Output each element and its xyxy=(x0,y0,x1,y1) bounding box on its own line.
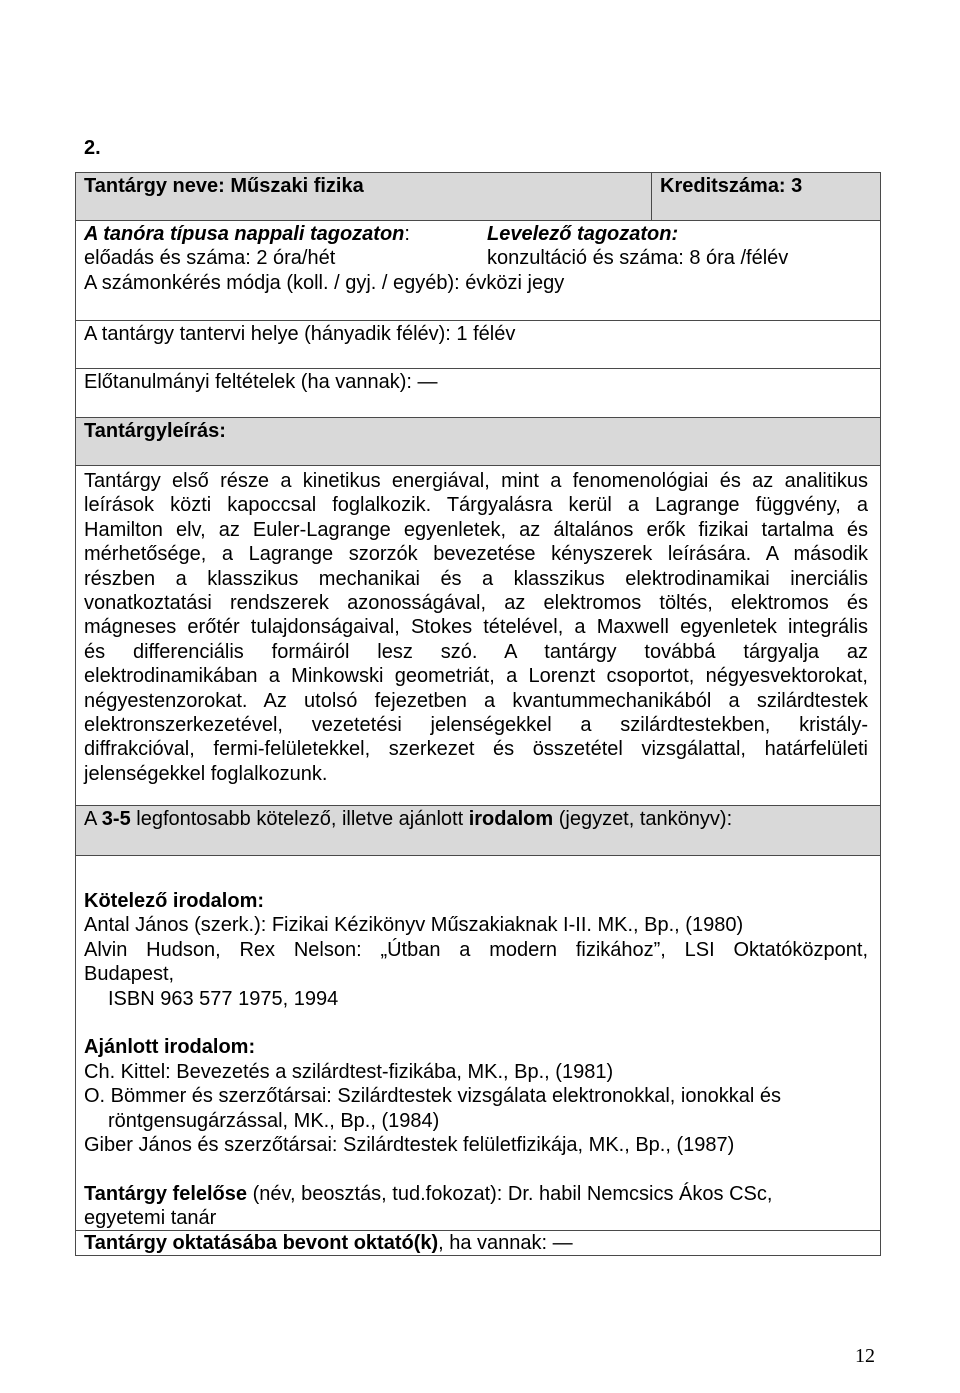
literature-row xyxy=(76,855,880,1230)
required-literature-heading: Kötelező irodalom: xyxy=(84,890,265,912)
instructors-label: Tantárgy oktatásába bevont oktató(k) xyxy=(84,1232,439,1254)
instructors-text: , ha vannak: — xyxy=(438,1232,573,1254)
literature-heading xyxy=(84,807,868,831)
required-literature-item: Antal János (szerk.): Fizikai Kézikönyv Műszakiaknak I-II. MK., Bp., (1980) xyxy=(84,914,744,937)
required-literature-item: Alvin Hudson, Rex Nelson: „Útban a modern fizikához”, LSI Oktatóközpont, xyxy=(84,938,868,961)
responsible-label: Tantárgy felelőse xyxy=(84,1182,248,1205)
literature-heading-keyword: irodalom xyxy=(468,808,554,830)
spacer xyxy=(84,1011,868,1035)
description-line: jelenségekkel foglalkozunk. xyxy=(84,762,328,785)
instructors-row xyxy=(76,1230,880,1255)
spacer xyxy=(84,1157,868,1181)
required-literature-item: ISBN 963 577 1975, 1994 xyxy=(108,987,339,1010)
literature-heading-count: 3-5 xyxy=(101,808,131,830)
description-heading-row xyxy=(76,417,880,465)
description-line: mérhetősége, a Lagrange szorzók bevezetése kényszerek leírására. A második xyxy=(84,543,868,566)
responsible-title: egyetemi tanár xyxy=(84,1207,217,1230)
description-line: Tantárgy első része a kinetikus energiával, mint a fenomenológiai és az analitikus xyxy=(84,470,868,492)
correspondence-value: konzultáció és száma: 8 óra /félév xyxy=(487,247,789,270)
description-line: vonatkoztatási rendszerek azonosságával, az elektromos töltés, elektromos és xyxy=(84,591,868,614)
required-literature-item: Budapest, xyxy=(84,963,175,986)
recommended-literature-item: röntgensugárzással, MK., Bp., (1984) xyxy=(108,1109,440,1132)
page-number: 12 xyxy=(855,1345,875,1367)
recommended-literature-item: Ch. Kittel: Bevezetés a szilárdtest-fizikába, MK., Bp., (1981) xyxy=(84,1060,614,1083)
class-type-row xyxy=(76,220,880,320)
description-line: elektrodinamikában a Minkowski geometriát, a Lorenzt csoportot, négyesvektorokat, xyxy=(84,665,868,688)
description-line: leírások közti kapoccsal foglalkozik. Tárgyalásra kerül a Lagrange függvény, a xyxy=(84,494,868,517)
prerequisites: Előtanulmányi feltételek (ha vannak): — xyxy=(84,371,438,393)
literature-heading-row xyxy=(76,805,880,855)
literature-heading-part: legfontosabb kötelező, illetve ajánlott xyxy=(130,808,469,830)
daytime-label: A tanóra típusa nappali tagozaton xyxy=(84,223,405,245)
class-type-heading-line xyxy=(84,222,868,246)
description-line: és differenciális formáiról lesz szó. A tantárgy továbbá tárgyalja az xyxy=(84,640,868,663)
daytime-colon: : xyxy=(404,223,410,245)
correspondence-label: Levelező tagozaton: xyxy=(487,223,679,245)
recommended-literature-item: Giber János és szerzőtársai: Szilárdtestek felületfizikája, MK., Bp., (1987) xyxy=(84,1133,735,1156)
literature-heading-part: (jegyzet, tankönyv): xyxy=(553,808,733,830)
literature-heading-part: A xyxy=(84,808,102,830)
description-heading: Tantárgyleírás: xyxy=(84,420,226,442)
description-line: Hamilton elv, az Euler-Lagrange egyenletek, az általános erők fizikai tartalma és xyxy=(84,518,868,541)
description-line: diffrakcióval, fermi-felületekkel, szerkezet és összetétel vizsgálattal, határfelületi xyxy=(84,738,868,761)
description-line: elektronszerkezetével, vezetetési jelenségekkel a szilárdtestekben, kristály- xyxy=(84,713,868,736)
daytime-value: előadás és száma: 2 óra/hét xyxy=(84,247,336,270)
prerequisites-row xyxy=(76,368,880,417)
curriculum-position: A tantárgy tantervi helye (hányadik félév): 1 félév xyxy=(84,323,516,345)
assessment-method: A számonkérés módja (koll. / gyj. / egyéb): évközi jegy xyxy=(84,271,565,294)
description-line: részben a klasszikus mechanikai és a klasszikus elektrodinamikai inerciális xyxy=(84,567,868,590)
credits: Kreditszáma: 3 xyxy=(660,175,803,197)
subject-name: Tantárgy neve: Műszaki fizika xyxy=(76,173,652,220)
recommended-literature-heading: Ajánlott irodalom: xyxy=(84,1036,256,1059)
responsible-person xyxy=(84,1182,868,1206)
curriculum-position-row xyxy=(76,320,880,368)
recommended-literature-item: O. Bömmer és szerzőtársai: Szilárdtestek vizsgálata elektronokkal, ionokkal és xyxy=(84,1085,781,1108)
description-row xyxy=(76,465,880,805)
description-line: négyestenzorokat. Az utolsó fejezetben a kvantummechanikából a szilárdtestek xyxy=(84,689,868,712)
class-type-value-line xyxy=(84,246,868,270)
responsible-text: (név, beosztás, tud.fokozat): Dr. habil Nemcsics Ákos CSc, xyxy=(247,1182,773,1205)
section-number: 2. xyxy=(84,137,101,159)
subject-table xyxy=(75,172,881,1256)
description-line: mágneses erőtér tulajdonságaival, Stokes tételével, a Maxwell egyenletek integrális xyxy=(84,616,868,639)
subject-row xyxy=(76,173,880,220)
instructors xyxy=(84,1231,868,1255)
